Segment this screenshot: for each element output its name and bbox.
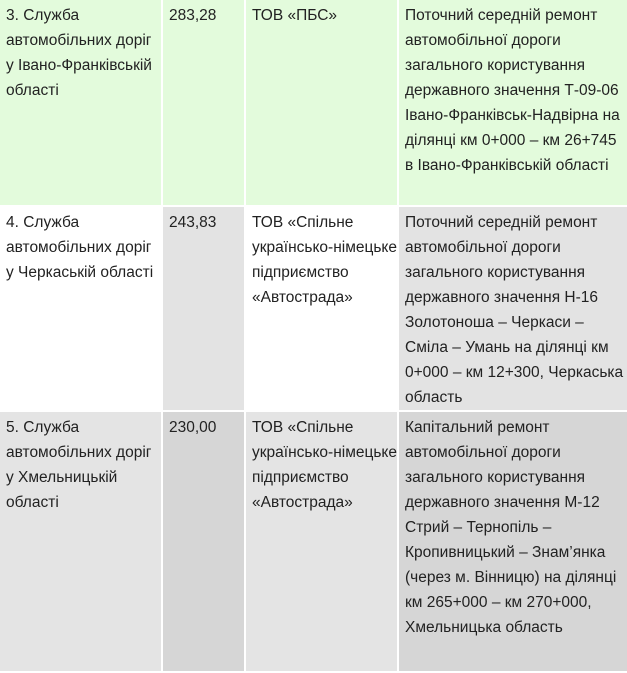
table-row [0,0,627,207]
contractor-cell: ТОВ «Спільне українсько-німецьке підприємство «Автострада» [246,412,399,673]
service-cell: 3. Служба автомобільних доріг у Івано-Франківській області [0,0,163,207]
table-row [0,412,627,673]
amount-cell: 230,00 [163,412,246,673]
description-cell: Капітальний ремонт автомобільної дороги загального користування державного значення М-12 Стрий – Тернопіль – Кропивницький – Знам’янка (через м. Вінницю) на ділянці км 265+000 – км 270+000, Хмельницька область [399,412,627,673]
amount-cell: 243,83 [163,207,246,412]
table-row [0,207,627,412]
description-cell: Поточний середній ремонт автомобільної дороги загального користування державного значення Н-16 Золотоноша – Черкаси – Сміла – Умань на ділянці км 0+000 – км 12+300, Черкаська область [399,207,627,412]
amount-cell: 283,28 [163,0,246,207]
contractor-cell: ТОВ «Спільне українсько-німецьке підприємство «Автострада» [246,207,399,412]
service-cell: 5. Служба автомобільних доріг у Хмельницькій області [0,412,163,673]
contractor-cell: ТОВ «ПБС» [246,0,399,207]
description-cell: Поточний середній ремонт автомобільної дороги загального користування державного значення Т-09-06 Івано-Франківськ-Надвірна на ділянці км 0+000 – км 26+745 в Івано-Франківській області [399,0,627,207]
service-cell: 4. Служба автомобільних доріг у Черкаській області [0,207,163,412]
